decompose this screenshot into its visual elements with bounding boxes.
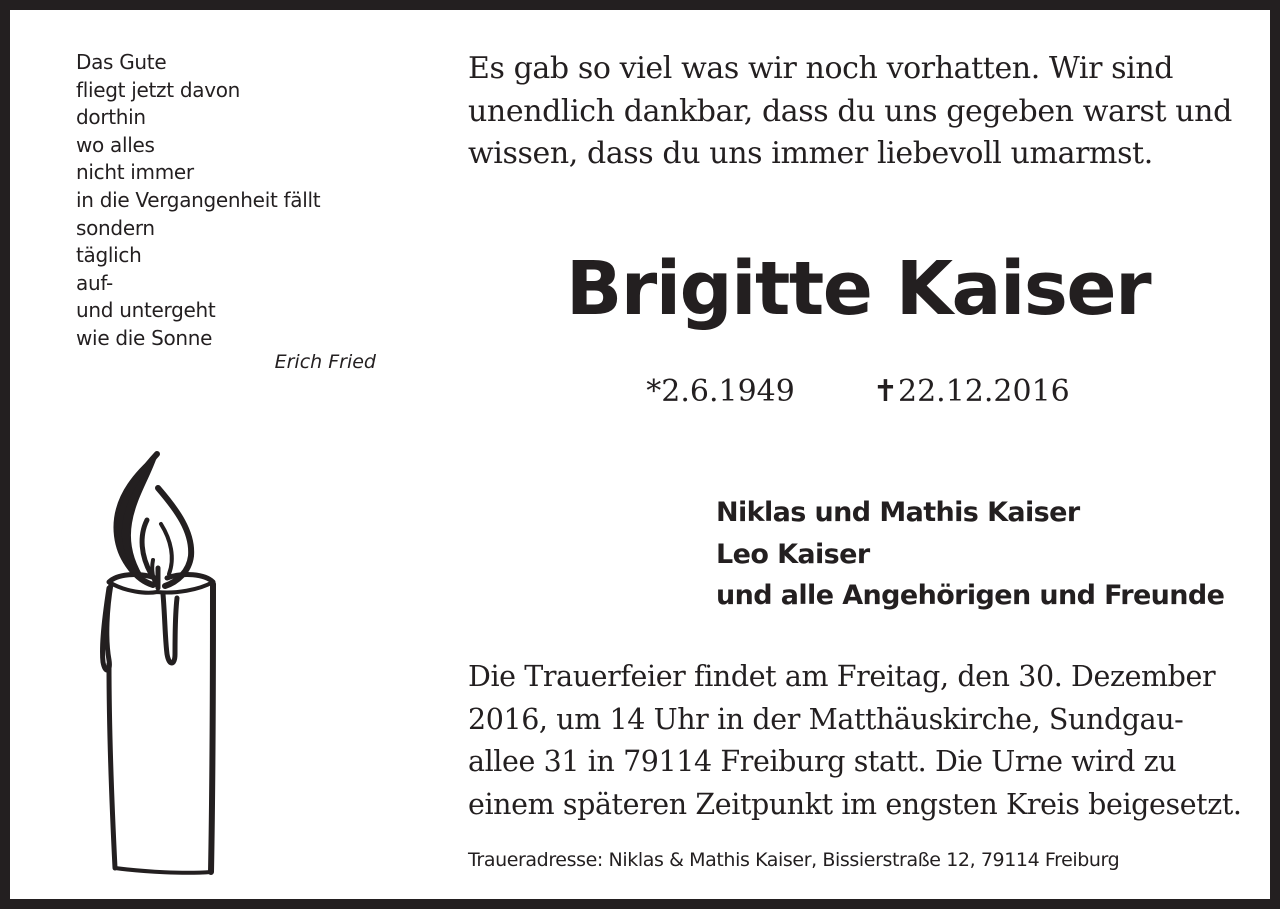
ceremony-line: 2016, um 14 Uhr in der Matthäuskirche, Sundgau- (468, 702, 1184, 736)
ceremony-line: Die Trauerfeier findet am Freitag, den 30. Dezember (468, 660, 1216, 693)
candle-icon (95, 448, 225, 878)
poem-line: nicht immer (76, 160, 194, 185)
poem-line: Das Gute (76, 50, 167, 74)
death-date: ✝22.12.2016 (872, 374, 1070, 409)
birth-date: *2.6.1949 (646, 374, 795, 409)
poem (76, 49, 386, 353)
poem-line: sondern (76, 215, 155, 240)
mourner-line: Leo Kaiser (716, 538, 870, 570)
mourning-address: Traueradresse: Niklas & Mathis Kaiser, Bissierstraße 12, 79114 Freiburg (468, 849, 1120, 871)
poem-line: wie die Sonne (76, 325, 213, 350)
poem-line: täglich (76, 243, 142, 268)
poem-line: und untergeht (76, 298, 216, 323)
mourner-line: Niklas und Mathis Kaiser (716, 497, 1080, 528)
poem-line: dorthin (76, 105, 146, 130)
ceremony-info (468, 656, 1258, 826)
ceremony-line: einem späteren Zeitpunkt im engsten Kreis beigesetzt. (468, 787, 1242, 821)
life-dates (468, 374, 1248, 409)
poem-line: wo alles (76, 132, 155, 157)
poem-author: Erich Fried (274, 351, 376, 373)
intro-line: wissen, dass du uns immer liebevoll umarmst. (468, 136, 1153, 171)
mourner-line: und alle Angehörigen und Freunde (716, 580, 1225, 611)
intro-line: Es gab so viel was wir noch vorhatten. Wir sind (468, 51, 1174, 86)
poem-line: in die Vergangenheit fällt (76, 187, 321, 212)
poem-line: fliegt jetzt davon (76, 77, 241, 102)
ceremony-line: allee 31 in 79114 Freiburg statt. Die Urne wird zu (468, 745, 1177, 778)
intro-text (468, 48, 1258, 176)
intro-line: unendlich dankbar, dass du uns gegeben warst und (468, 93, 1232, 129)
poem-line: auf- (76, 270, 113, 295)
mourners (716, 492, 1256, 617)
deceased-name: Brigitte Kaiser (565, 246, 1151, 332)
